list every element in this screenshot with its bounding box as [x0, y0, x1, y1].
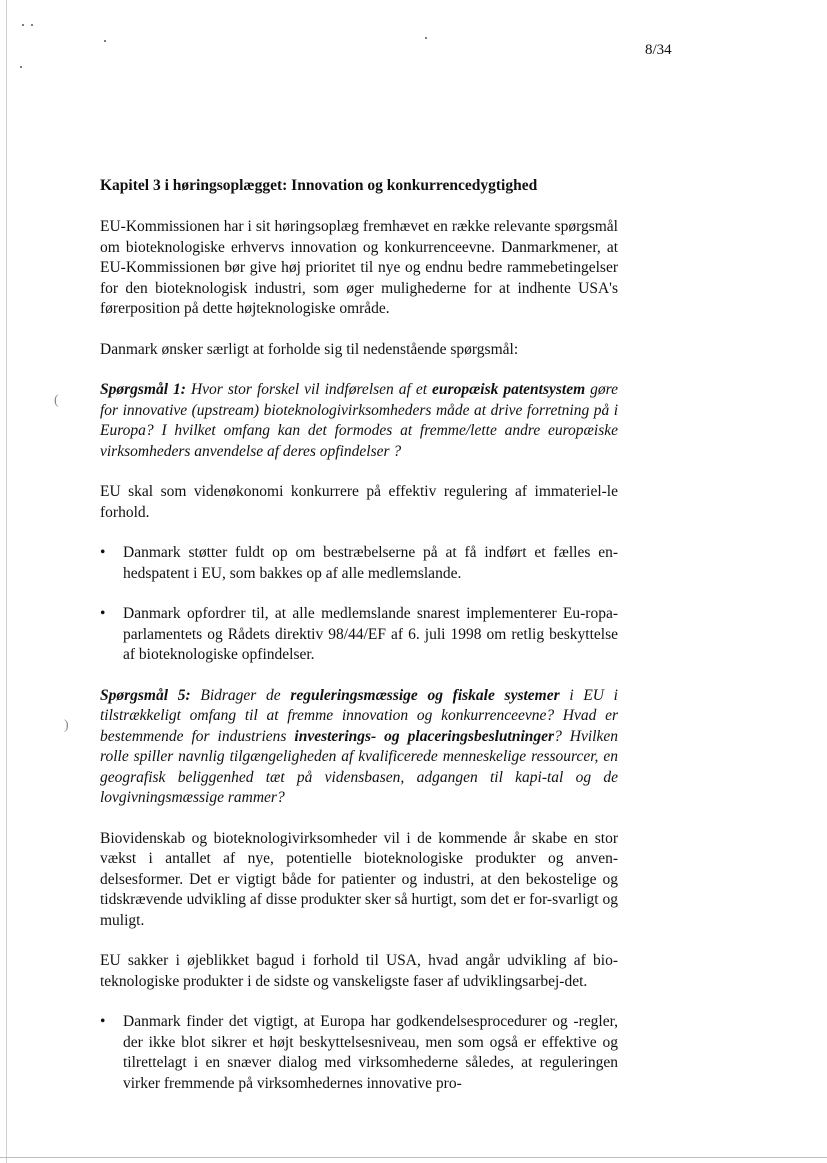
scan-speck: [20, 66, 22, 68]
paragraph-bioscience: Biovidenskab og bioteknologivirksomheder vil i de kommende år skabe en stor vækst i antallet af nye, potentielle bioteknologiske produkter og anven-delsesformer. Det er vigtigt både for patienter og industri, at den bekostelige og tidskrævende udvikling af disse produkter sker så hurtigt, som det er for-svarligt og muligt.: [100, 829, 618, 929]
scan-edge-left: [6, 0, 7, 1163]
chapter-heading: Kapitel 3 i høringsoplægget: Innovation og konkurrencedygtighed: [100, 177, 538, 194]
bullet-item: [100, 1012, 618, 1094]
scan-speck: [31, 24, 33, 26]
page-number: 8/34: [645, 42, 672, 58]
paragraph-intro: EU-Kommissionen har i sit høringsoplæg fremhævet en række relevante spørgsmål om bioteknologiske erhvervs innovation og konkurrenceevne. Danmarkmener, at EU-Kommissionen bør give høj prioritet til nye og endnu bedre rammebetingelser for den bioteknologisk industri, som øger mulighederne for at indhente USA's førerposition på dette højteknologiske område.: [100, 218, 618, 317]
question-5-emphasis-b: investerings- og placeringsbeslutninger: [294, 727, 555, 745]
question-1-emphasis: europæisk patentsystem: [432, 381, 586, 398]
question-1-text-a: Hvor stor forskel vil indførelsen af et: [185, 381, 433, 398]
document-body: [100, 176, 618, 1094]
bullet-text: Danmark støtter fuldt op om bestræbelserne på at få indført et fælles en-hedspatent i EU, som bakkes op af alle medlemslande.: [123, 544, 618, 582]
paragraph-eu-lagging: EU sakker i øjeblikket bagud i forhold til USA, hvad angår udvikling af bio-teknologiske produkter i de sidste og vanskeligste faser af udviklingsarbej-det.: [100, 952, 618, 990]
bullet-item: [100, 604, 618, 666]
scan-speck: [425, 37, 427, 39]
question-1: [100, 380, 618, 462]
scan-artifact-mark: ): [64, 718, 69, 733]
question-5: [100, 686, 618, 809]
scan-edge-bottom: [0, 1157, 827, 1158]
bullet-item: [100, 543, 618, 584]
bullet-text: Danmark opfordrer til, at alle medlemslande snarest implementerer Eu-ropa-parlamentets og Rådets direktiv 98/44/EF af 6. juli 1998 om retlig beskyttelse af bioteknologiske opfindelser.: [123, 605, 618, 663]
scan-speck: [104, 40, 106, 42]
bullet-dot: •: [100, 544, 106, 561]
scan-artifact-mark: (: [54, 393, 59, 408]
bullet-text: Danmark finder det vigtigt, at Europa har godkendelsesprocedurer og -regler, der ikke blot sikrer et højt beskyttelsesniveau, men som også er effektive og tilrettelagt i en snæver dialog med virksomhederne således, at reguleringen virker fremmende på virksomhedernes innovative pro-: [123, 1013, 618, 1092]
question-1-text-b: gøre for innovative (upstream) bioteknologivirksomheders måde at drive forretning på i Europa? I hvilket omfang kan det formodes at fremme/lette andre europæiske virksomheders anvendelse af deres opfindelser ?: [100, 381, 618, 460]
scan-speck: [22, 24, 24, 26]
question-5-text-a: Bidrager de: [190, 686, 291, 704]
bullet-dot: •: [100, 605, 106, 622]
paragraph-knowledge-economy: EU skal som videnøkonomi konkurrere på effektiv regulering af immateriel-le forhold.: [100, 483, 618, 521]
bullet-dot: •: [100, 1013, 106, 1030]
paragraph-questions-intro: Danmark ønsker særligt at forholde sig til nedenstående spørgsmål:: [100, 340, 519, 358]
question-5-emphasis-a: reguleringsmæssige og fiskale systemer: [290, 686, 560, 704]
question-5-text-b: i EU i tilstrækkeligt omfang til at fremme innovation og konkurrenceevne? Hvad er bestemmende for industriens: [100, 686, 618, 745]
question-5-text-c: ? Hvilken rolle spiller navnlig tilgængeligheden af kvalificerede menneskelige ressourcer, en geografisk beliggenhed tæt på vidensbasen, adgangen til kapi-tal og de lovgivningsmæssige rammer?: [100, 727, 618, 806]
question-5-label: Spørgsmål 5:: [100, 686, 191, 704]
question-1-label: Spørgsmål 1:: [100, 381, 186, 398]
